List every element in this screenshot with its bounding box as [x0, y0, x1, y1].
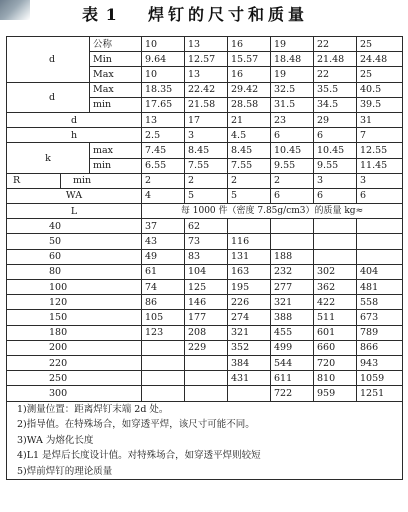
cell: 19	[271, 37, 314, 52]
mass-row	[7, 355, 403, 370]
mass-header: 每 1000 件（密度 7.85g/cm3）的质量 kg≈	[142, 204, 403, 219]
mass-cell	[314, 219, 357, 234]
cell: 35.5	[314, 82, 357, 97]
length-cell: 100	[7, 280, 142, 295]
mass-cell: 660	[314, 340, 357, 355]
cell: 31	[357, 112, 403, 127]
mass-cell	[357, 219, 403, 234]
cell: 8.45	[185, 143, 228, 158]
cell: 5	[185, 188, 228, 203]
mass-cell: 73	[185, 234, 228, 249]
cell: 40.5	[357, 82, 403, 97]
mass-cell: 431	[228, 371, 271, 386]
cell: 11.45	[357, 158, 403, 173]
cell: 21.58	[185, 97, 228, 112]
length-cell: 120	[7, 295, 142, 310]
mass-cell: 720	[314, 355, 357, 370]
mass-cell: 959	[314, 386, 357, 401]
cell: 18.48	[271, 52, 314, 67]
row-d2	[7, 112, 403, 127]
cell: 8.45	[228, 143, 271, 158]
cell: 5	[228, 188, 271, 203]
cell: 2	[228, 173, 271, 188]
mass-cell: 388	[271, 310, 314, 325]
mass-cell	[271, 219, 314, 234]
mass-cell: 943	[357, 355, 403, 370]
mass-cell	[142, 340, 185, 355]
sub-label-max: Max	[90, 82, 142, 97]
cell: 16	[228, 37, 271, 52]
mass-cell: 86	[142, 295, 185, 310]
cell: 22	[314, 67, 357, 82]
mass-cell	[314, 249, 357, 264]
mass-cell: 1251	[357, 386, 403, 401]
cell: 18.35	[142, 82, 185, 97]
length-cell: 250	[7, 371, 142, 386]
mass-cell: 105	[142, 310, 185, 325]
mass-row	[7, 325, 403, 340]
cell: 10.45	[271, 143, 314, 158]
mass-row	[7, 280, 403, 295]
mass-cell	[185, 386, 228, 401]
mass-cell: 558	[357, 295, 403, 310]
mass-cell: 810	[314, 371, 357, 386]
mass-cell: 384	[228, 355, 271, 370]
cell: 21.48	[314, 52, 357, 67]
mass-cell: 83	[185, 249, 228, 264]
mass-row	[7, 310, 403, 325]
mass-row	[7, 295, 403, 310]
cell: 15.57	[228, 52, 271, 67]
mass-cell	[142, 355, 185, 370]
label-h: h	[7, 128, 142, 143]
cell: 13	[142, 112, 185, 127]
mass-row	[7, 249, 403, 264]
cell: 10	[142, 37, 185, 52]
mass-cell: 195	[228, 280, 271, 295]
cell: 17	[185, 112, 228, 127]
cell: 39.5	[357, 97, 403, 112]
length-cell: 200	[7, 340, 142, 355]
mass-cell: 277	[271, 280, 314, 295]
row-r	[7, 173, 403, 188]
stud-spec-table	[6, 36, 403, 480]
note-row	[7, 417, 403, 433]
cell: 32.5	[271, 82, 314, 97]
cell: 2	[185, 173, 228, 188]
mass-cell: 673	[357, 310, 403, 325]
note-row	[7, 433, 403, 449]
cell: 7.55	[228, 158, 271, 173]
cell: 10.45	[314, 143, 357, 158]
footnote: 1)测量位置：距离焊钉末端 2d 处。	[7, 401, 403, 417]
cell: 24.48	[357, 52, 403, 67]
sub-label-min: Min	[90, 52, 142, 67]
mass-cell: 188	[271, 249, 314, 264]
sub-label-min: min	[90, 97, 142, 112]
mass-cell: 722	[271, 386, 314, 401]
row-k-max	[7, 143, 403, 158]
mass-cell	[185, 355, 228, 370]
cell: 3	[357, 173, 403, 188]
cell: 6	[271, 128, 314, 143]
mass-cell: 274	[228, 310, 271, 325]
cell: 22	[314, 37, 357, 52]
cell: 6.55	[142, 158, 185, 173]
cell: 25	[357, 37, 403, 52]
sub-label-max: max	[90, 143, 142, 158]
length-cell: 220	[7, 355, 142, 370]
cell: 7.45	[142, 143, 185, 158]
label-d: d	[7, 37, 90, 83]
length-cell: 180	[7, 325, 142, 340]
mass-cell: 511	[314, 310, 357, 325]
cell: 3	[185, 128, 228, 143]
mass-cell: 104	[185, 264, 228, 279]
mass-cell: 49	[142, 249, 185, 264]
note-row	[7, 464, 403, 480]
row-h	[7, 128, 403, 143]
row-d-nominal	[7, 37, 403, 52]
mass-cell: 352	[228, 340, 271, 355]
table-number: 表 1	[82, 5, 118, 24]
mass-cell	[314, 234, 357, 249]
cell: 10	[142, 67, 185, 82]
cell: 22.42	[185, 82, 228, 97]
mass-cell: 74	[142, 280, 185, 295]
cell: 13	[185, 67, 228, 82]
mass-cell: 43	[142, 234, 185, 249]
mass-cell	[271, 234, 314, 249]
mass-cell: 131	[228, 249, 271, 264]
sub-label-max: Max	[90, 67, 142, 82]
cell: 4	[142, 188, 185, 203]
cell: 28.58	[228, 97, 271, 112]
sub-label-min: min	[90, 158, 142, 173]
mass-cell: 455	[271, 325, 314, 340]
mass-cell	[228, 219, 271, 234]
cell: 2	[271, 173, 314, 188]
note-row	[7, 401, 403, 417]
mass-cell: 481	[357, 280, 403, 295]
footnote: 5)焊前焊钉的理论质量	[7, 464, 403, 480]
mass-cell: 146	[185, 295, 228, 310]
cell: 25	[357, 67, 403, 82]
mass-cell: 123	[142, 325, 185, 340]
label-d1: d	[7, 82, 90, 112]
cell: 12.55	[357, 143, 403, 158]
length-cell: 80	[7, 264, 142, 279]
label-k: k	[7, 143, 90, 173]
mass-cell: 37	[142, 219, 185, 234]
cell: 2	[142, 173, 185, 188]
footnote: 4)L1 是焊后长度设计值。对特殊场合，如穿透平焊则较短	[7, 448, 403, 464]
sub-label-r-min: min	[61, 173, 142, 188]
cell: 6	[314, 128, 357, 143]
cell: 21	[228, 112, 271, 127]
mass-row	[7, 371, 403, 386]
mass-cell: 125	[185, 280, 228, 295]
label-wa: WA	[7, 188, 142, 203]
mass-row	[7, 264, 403, 279]
length-cell: 50	[7, 234, 142, 249]
mass-cell	[228, 386, 271, 401]
row-d1-max	[7, 82, 403, 97]
cell: 6	[314, 188, 357, 203]
cell: 29	[314, 112, 357, 127]
cell: 4.5	[228, 128, 271, 143]
mass-cell: 866	[357, 340, 403, 355]
label-r: R	[7, 173, 61, 188]
cell: 13	[185, 37, 228, 52]
cell: 31.5	[271, 97, 314, 112]
length-cell: 300	[7, 386, 142, 401]
mass-cell: 362	[314, 280, 357, 295]
mass-cell: 232	[271, 264, 314, 279]
mass-cell: 302	[314, 264, 357, 279]
mass-cell: 789	[357, 325, 403, 340]
cell: 17.65	[142, 97, 185, 112]
cell: 19	[271, 67, 314, 82]
mass-cell: 321	[271, 295, 314, 310]
mass-cell: 1059	[357, 371, 403, 386]
length-cell: 150	[7, 310, 142, 325]
mass-row	[7, 386, 403, 401]
row-wa	[7, 188, 403, 203]
mass-cell: 229	[185, 340, 228, 355]
length-cell: 60	[7, 249, 142, 264]
mass-cell: 422	[314, 295, 357, 310]
mass-cell: 611	[271, 371, 314, 386]
cell: 12.57	[185, 52, 228, 67]
label-d2: d	[7, 112, 142, 127]
mass-cell: 116	[228, 234, 271, 249]
mass-cell	[185, 371, 228, 386]
cell: 9.64	[142, 52, 185, 67]
mass-cell: 208	[185, 325, 228, 340]
cell: 29.42	[228, 82, 271, 97]
cell: 9.55	[314, 158, 357, 173]
cell: 9.55	[271, 158, 314, 173]
mass-cell: 163	[228, 264, 271, 279]
mass-cell	[357, 234, 403, 249]
mass-row	[7, 340, 403, 355]
table-name: 焊钉的尺寸和质量	[148, 5, 309, 24]
table-title	[0, 0, 408, 34]
mass-cell: 177	[185, 310, 228, 325]
cell: 2.5	[142, 128, 185, 143]
mass-cell: 62	[185, 219, 228, 234]
mass-cell: 499	[271, 340, 314, 355]
mass-cell: 61	[142, 264, 185, 279]
length-cell: 40	[7, 219, 142, 234]
cell: 7	[357, 128, 403, 143]
footnote: 3)WA 为熔化长度	[7, 433, 403, 449]
cell: 6	[271, 188, 314, 203]
mass-cell: 321	[228, 325, 271, 340]
cell: 7.55	[185, 158, 228, 173]
cell: 3	[314, 173, 357, 188]
mass-cell	[142, 386, 185, 401]
label-l: L	[7, 204, 142, 219]
mass-cell: 226	[228, 295, 271, 310]
cell: 34.5	[314, 97, 357, 112]
mass-cell: 544	[271, 355, 314, 370]
sub-label-nominal: 公称	[90, 37, 142, 52]
cell: 23	[271, 112, 314, 127]
row-l-header	[7, 204, 403, 219]
cell: 6	[357, 188, 403, 203]
mass-cell: 404	[357, 264, 403, 279]
cell: 16	[228, 67, 271, 82]
mass-cell: 601	[314, 325, 357, 340]
mass-cell	[357, 249, 403, 264]
footnote: 2)指导值。在特殊场合，如穿透平焊，该尺寸可能不同。	[7, 417, 403, 433]
note-row	[7, 448, 403, 464]
mass-row	[7, 219, 403, 234]
mass-row	[7, 234, 403, 249]
mass-cell	[142, 371, 185, 386]
